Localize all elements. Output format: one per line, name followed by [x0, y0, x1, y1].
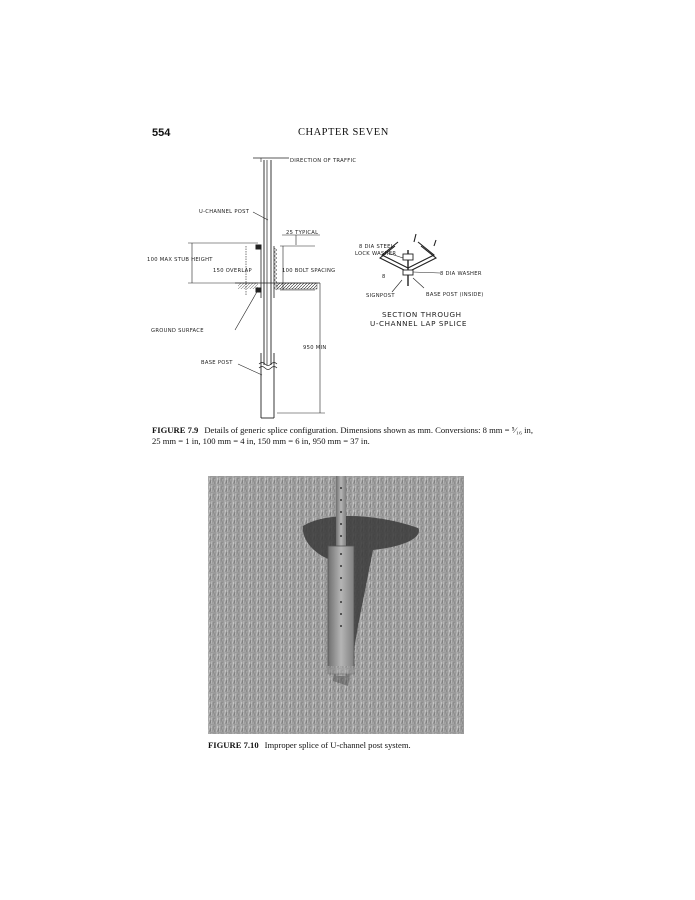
- lap-splice-section: [380, 234, 436, 286]
- chapter-title: CHAPTER SEVEN: [298, 127, 389, 138]
- figure-7-10-caption: [208, 740, 538, 751]
- label-base-post-inside: BASE POST (INSIDE): [426, 292, 484, 298]
- label-steel-lock-washer-2: LOCK WASHER: [355, 251, 397, 257]
- figure-7-10-text: Improper splice of U-channel post system.: [264, 740, 411, 750]
- label-u-channel-post: U-CHANNEL POST: [199, 209, 250, 215]
- label-max-stub-height: 100 MAX STUB HEIGHT: [147, 257, 213, 263]
- section-leaders: [388, 253, 440, 292]
- label-direction-of-traffic: DIRECTION OF TRAFFIC: [290, 158, 357, 164]
- figure-7-9-label: FIGURE 7.9: [152, 425, 199, 435]
- label-overlap: 150 OVERLAP: [213, 268, 252, 274]
- label-8-dia-washer: 8 DIA WASHER: [440, 271, 482, 277]
- label-steel-lock-washer-1: 8 DIA STEEL: [359, 244, 394, 250]
- label-ground-surface: GROUND SURFACE: [151, 328, 204, 334]
- label-950-min: 950 MIN: [303, 345, 327, 351]
- page-number: 554: [152, 127, 171, 139]
- figure-7-9-caption: [152, 425, 537, 446]
- figure-7-10-label: FIGURE 7.10: [208, 740, 259, 750]
- label-signpost: SIGNPOST: [366, 293, 395, 299]
- label-bolt-spacing: 100 BOLT SPACING: [282, 268, 336, 274]
- label-dim-8: 8: [382, 274, 386, 280]
- figure-7-9-text: Details of generic splice configuration. Dimensions shown as mm. Conversions: 8 mm = ⁵⁄₁₆ in, 25 mm = 1 in, 100 mm = 4 in, 150 mm = 6 in, 950 mm = 37 in.: [152, 425, 533, 446]
- splice-detail-drawing: [140, 150, 540, 422]
- label-base-post: BASE POST: [201, 360, 233, 366]
- label-25-typical: 25 TYPICAL: [286, 230, 319, 236]
- section-title-line2: U-CHANNEL LAP SPLICE: [370, 319, 468, 328]
- post-splice-photo: [208, 476, 464, 734]
- ground-surface-hatch: [235, 283, 320, 289]
- section-title-line1: SECTION THROUGH: [382, 310, 462, 319]
